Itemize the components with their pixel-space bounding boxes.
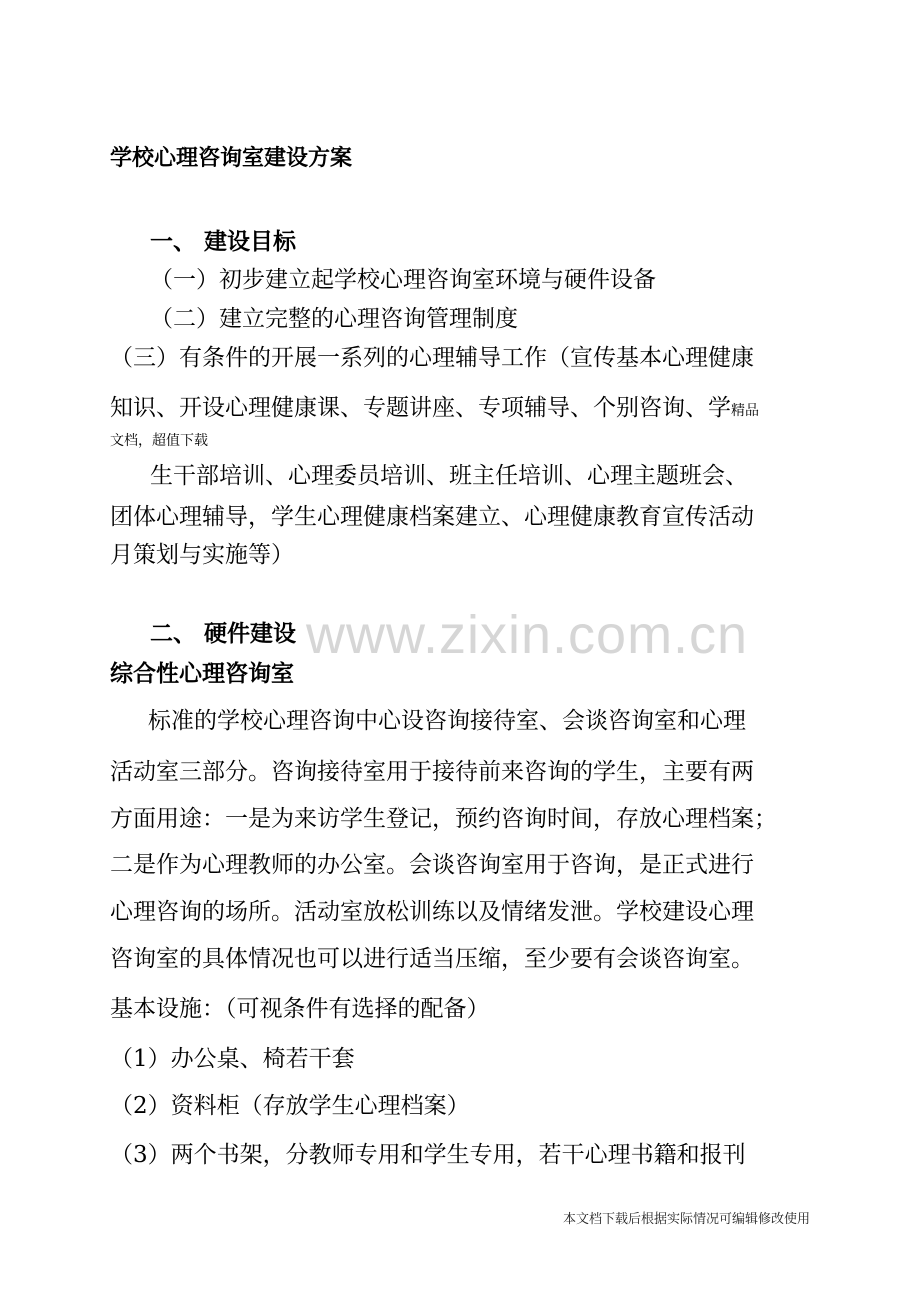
facility-item-3: （3）两个书架，分教师专用和学生专用，若干心理书籍和报刊 xyxy=(110,1142,746,1168)
section1-item-3-line2-text: 知识、开设心理健康课、专题讲座、专项辅导、个别咨询、学 xyxy=(110,395,731,421)
facilities-label: 基本设施：（可视条件有选择的配备） xyxy=(110,996,490,1022)
section2-para-line1: 标准的学校心理咨询中心设咨询接待室、会谈咨询室和心理 xyxy=(148,708,746,734)
facility-item-1: （1）办公桌、椅若干套 xyxy=(110,1046,355,1072)
promo-text-2: 文档，超值下载 xyxy=(110,433,208,449)
section2-para-line4: 二是作为心理教师的办公室。会谈咨询室用于咨询，是正式进行 xyxy=(110,852,754,878)
section1-item-3-line1: （三）有条件的开展一系列的心理辅导工作（宣传基本心理健康 xyxy=(110,345,754,371)
section1-item-3-line4: 团体心理辅导，学生心理健康档案建立、心理健康教育宣传活动 xyxy=(110,504,754,530)
facility-item-2: （2）资料柜（存放学生心理档案） xyxy=(110,1093,470,1119)
section2-heading: 二、 硬件建设 xyxy=(150,621,297,647)
watermark: www.zixin.com.cn xyxy=(306,605,749,665)
section1-item-3-line3: 生干部培训、心理委员培训、班主任培训、心理主题班会、 xyxy=(150,463,748,489)
section2-para-line6: 咨询室的具体情况也可以进行适当压缩，至少要有会谈咨询室。 xyxy=(110,946,754,972)
section2-subheading: 综合性心理咨询室 xyxy=(110,661,294,687)
section2-para-line5: 心理咨询的场所。活动室放松训练以及情绪发泄。学校建设心理 xyxy=(110,899,754,925)
section1-heading: 一、 建设目标 xyxy=(150,229,297,255)
footer-note: 本文档下载后根据实际情况可编辑修改使用 xyxy=(562,1212,810,1227)
promo-text-1: 精品 xyxy=(731,403,759,419)
section1-item-1: （一）初步建立起学校心理咨询室环境与硬件设备 xyxy=(150,267,656,293)
section2-para-line3: 方面用途：一是为来访学生登记，预约咨询时间，存放心理档案； xyxy=(110,806,777,832)
doc-title: 学校心理咨询室建设方案 xyxy=(110,146,353,171)
section2-para-line2: 活动室三部分。咨询接待室用于接待前来咨询的学生，主要有两 xyxy=(110,759,754,785)
section1-item-3-line2 xyxy=(110,393,759,423)
section1-item-2: （二）建立完整的心理咨询管理制度 xyxy=(150,306,518,332)
section1-item-3-line5: 月策划与实施等） xyxy=(110,542,294,568)
